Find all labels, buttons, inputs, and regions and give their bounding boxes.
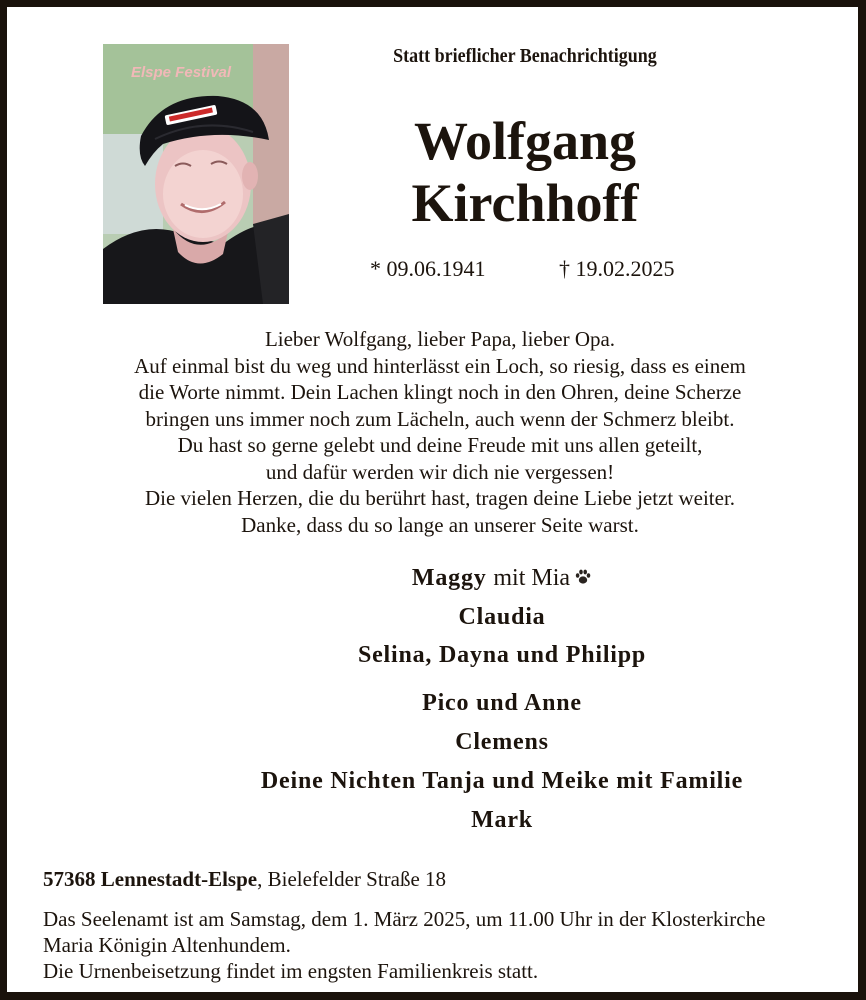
service-line: Die Urnenbeisetzung findet im engsten Familienkreis statt. [43, 959, 539, 983]
farewell-text [47, 326, 833, 538]
farewell-line: Lieber Wolfgang, lieber Papa, lieber Opa. [264, 327, 616, 351]
farewell-line: Danke, dass du so lange an unserer Seite warst. [241, 512, 639, 537]
farewell-line: die Worte nimmt. Dein Lachen klingt noch in den Ohren, deine Scherze [138, 380, 742, 404]
address-postal-city: 57368 Lennestadt-Elspe [43, 867, 258, 891]
mourner-name-bold: Maggy [411, 565, 487, 591]
address-street: , Bielefelder Straße 18 [257, 867, 447, 891]
portrait-photo [103, 44, 289, 304]
mourner-line: Mark [471, 807, 533, 833]
mourner-line: Clemens [455, 729, 549, 755]
portrait-image-icon [103, 44, 289, 304]
mourner-maggy [47, 565, 866, 592]
svg-text:Elspe Festival: Elspe Festival [131, 64, 232, 81]
mourner-line: Claudia [458, 604, 546, 630]
notice-header: Statt brieflicher Benachrichtigung [393, 45, 657, 67]
farewell-line: Du hast so gerne gelebt und deine Freude mit uns allen geteilt, [177, 433, 703, 457]
farewell-line: und dafür werden wir dich nie vergessen! [265, 459, 615, 484]
mourner-line: Pico und Anne [422, 690, 582, 716]
service-line: Das Seelenamt ist am Samstag, dem 1. März 2025, um 11.00 Uhr in der Klosterkirche [43, 907, 766, 931]
mourner-name-rest: mit Mia [493, 565, 571, 591]
service-info [43, 906, 843, 984]
birth-date: * 09.06.1941 [370, 256, 486, 281]
deceased-last-name: Kirchhoff [411, 173, 639, 233]
farewell-line: Die vielen Herzen, die du berührt hast, tragen deine Liebe jetzt weiter. [144, 486, 736, 510]
farewell-line: bringen uns immer noch zum Lächeln, auch wenn der Schmerz bleibt. [145, 406, 735, 431]
death-date: † 19.02.2025 [559, 256, 675, 281]
farewell-line: Auf einmal bist du weg und hinterlässt ein Loch, so riesig, dass es einem [134, 353, 746, 378]
deceased-first-name: Wolfgang [413, 111, 637, 171]
family-address [43, 867, 446, 892]
mourner-line: Deine Nichten Tanja und Meike mit Familie [260, 768, 744, 794]
mourner-line: Selina, Dayna und Philipp [357, 642, 647, 668]
service-line: Maria Königin Altenhundem. [43, 933, 291, 957]
paw-print-icon [574, 566, 592, 584]
